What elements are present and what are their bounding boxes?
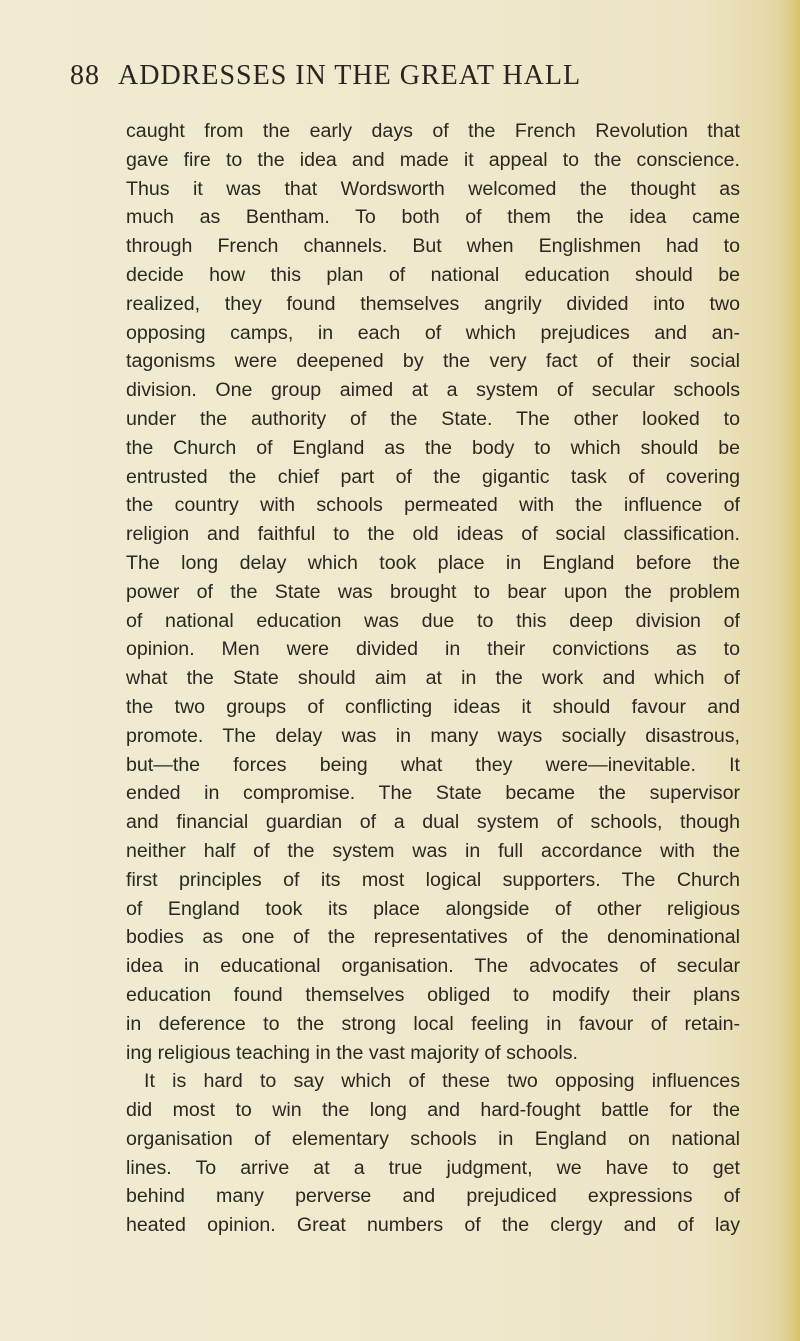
text-line: behind many perverse and prejudiced expressions of [126,1185,740,1208]
text-line: Thus it was that Wordsworth welcomed the thought as [126,177,740,200]
text-line: first principles of its most logical supporters. The Church [126,868,740,891]
text-line: idea in educational organisation. The advocates of secular [126,955,740,978]
text-line: what the State should aim at in the work and which of [126,667,740,690]
text-line: promote. The delay was in many ways socially disastrous, [126,724,740,747]
body-text [126,117,740,1240]
text-line: of England took its place alongside of other religious [126,897,740,920]
text-line: lines. To arrive at a true judgment, we have to get [126,1156,740,1179]
text-line: It is hard to say which of these two opposing influences [144,1070,740,1093]
text-line: ended in compromise. The State became the supervisor [126,782,740,805]
text-line: under the authority of the State. The other looked to [126,407,740,430]
running-title: ADDRESSES IN THE GREAT HALL [118,60,582,91]
text-line: heated opinion. Great numbers of the clergy and of lay [126,1214,740,1237]
text-line: division. One group aimed at a system of secular schools [126,379,740,402]
text-line: caught from the early days of the French Revolution that [126,120,740,142]
page-number: 88 [70,60,100,91]
text-line: bodies as one of the representatives of the denominational [126,926,740,949]
text-line: the two groups of conflicting ideas it should favour and [126,695,740,718]
text-line: and financial guardian of a dual system of schools, though [126,811,740,834]
text-line: ing religious teaching in the vast majority of schools. [126,1041,578,1064]
text-line: entrusted the chief part of the gigantic task of covering [126,465,740,488]
text-line: power of the State was brought to bear upon the problem [126,580,740,603]
text-line: opposing camps, in each of which prejudices and an- [126,321,740,344]
page-edge-shadow [778,0,800,1341]
text-line: much as Bentham. To both of them the idea came [126,206,740,229]
text-line: in deference to the strong local feeling in favour of retain- [126,1012,740,1035]
text-line: of national education was due to this deep division of [126,609,740,632]
running-header [70,60,690,108]
text-line: tagonisms were deepened by the very fact of their social [126,350,740,373]
text-line: religion and faithful to the old ideas of social classification. [126,523,740,546]
text-line: but—the forces being what they were—inevitable. It [126,753,740,776]
text-line: neither half of the system was in full accordance with the [126,839,740,862]
text-line: realized, they found themselves angrily divided into two [126,292,740,315]
text-line: did most to win the long and hard-fought battle for the [126,1099,740,1122]
text-line: The long delay which took place in England before the [126,551,740,574]
text-line: the country with schools permeated with the influence of [126,494,740,517]
text-line: through French channels. But when Englishmen had to [126,235,740,258]
text-line: decide how this plan of national education should be [126,263,740,286]
text-line: organisation of elementary schools in England on national [126,1127,740,1150]
text-line: gave fire to the idea and made it appeal to the conscience. [126,148,740,171]
text-line: the Church of England as the body to which should be [126,436,740,459]
text-line: opinion. Men were divided in their convictions as to [126,638,740,661]
text-line: education found themselves obliged to modify their plans [126,983,740,1006]
